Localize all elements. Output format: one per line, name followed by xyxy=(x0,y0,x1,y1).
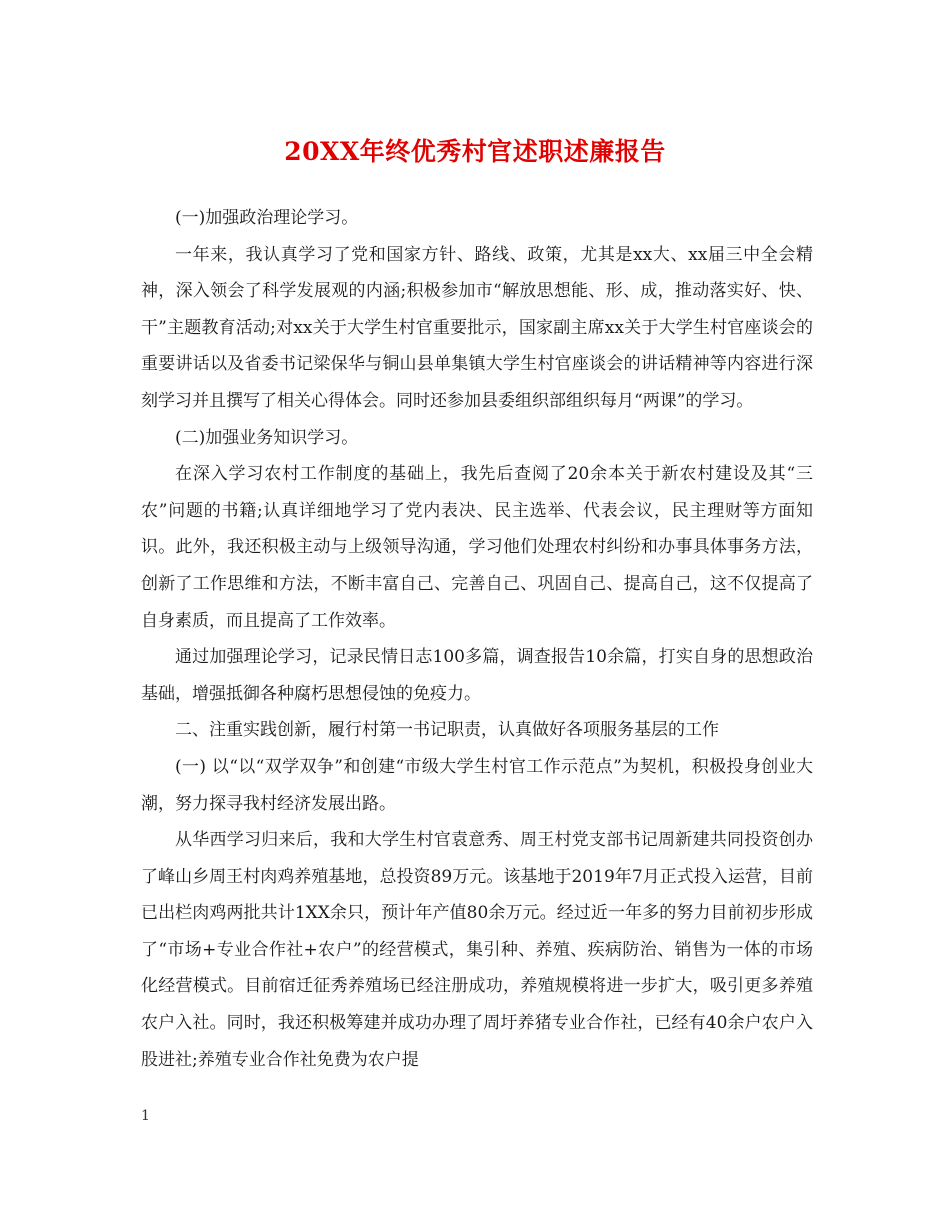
document-body xyxy=(141,200,813,1078)
paragraph-heading-1: (一)加强政治理论学习。 xyxy=(175,208,359,228)
paragraph: (一) 以“以“双学双争”和创建“市级大学生村官工作示范点”为契机，积极投身创业大潮，努力探寻我村经济发展出路。 xyxy=(141,756,813,814)
document-title: 20XX年终优秀村官述职述廉报告 xyxy=(284,137,666,166)
paragraph: 通过加强理论学习，记录民情日志100多篇，调查报告10余篇，打实自身的思想政治基础，增强抵御各种腐朽思想侵蚀的免疫力。 xyxy=(141,647,813,704)
paragraph: 一年来，我认真学习了党和国家方针、路线、政策，尤其是xx大、xx届三中全会精神，深入领会了科学发展观的内涵;积极参加市“解放思想能、形、成，推动落实好、快、干”主题教育活动;对xx关于大学生村官重要批示，国家副主席xx关于大学生村官座谈会的重要讲话以及省委书记梁保华与铜山县单集镇大学生村官座谈会的讲话精神等内容进行深刻学习并且撰写了相关心得体会。同时还参加县委组织部组织每月“两课”的学习。 xyxy=(141,244,813,411)
page-number: 1 xyxy=(141,1108,150,1124)
paragraph: 从华西学习归来后，我和大学生村官袁意秀、周王村党支部书记周新建共同投资创办了峰山乡周王村肉鸡养殖基地，总投资89万元。该基地于2019年7月正式投入运营，目前已出栏肉鸡两批共计1XX余只，预计年产值80余万元。经过近一年多的努力目前初步形成了“市场+专业合作社+农户”的经营模式，集引种、养殖、疾病防治、销售为一体的市场化经营模式。目前宿迁征秀养殖场已经注册成功，养殖规模将进一步扩大，吸引更多养殖农户入社。同时，我还积极筹建并成功办理了周圩养猪专业合作社，已经有40余户农户入股进社;养殖专业合作社免费为农户提 xyxy=(141,830,813,1070)
paragraph: 在深入学习农村工作制度的基础上，我先后查阅了20余本关于新农村建设及其“三农”问题的书籍;认真详细地学习了党内表决、民主选举、代表会议，民主理财等方面知识。此外，我还积极主动与上级领导沟通，学习他们处理农村纠纷和办事具体事务方法，创新了工作思维和方法，不断丰富自己、完善自己、巩固自己、提高自己，这不仅提高了自身素质，而且提高了工作效率。 xyxy=(141,464,813,631)
paragraph-heading-2: (二)加强业务知识学习。 xyxy=(175,427,359,448)
section-heading: 二、注重实践创新，履行村第一书记职责，认真做好各项服务基层的工作 xyxy=(175,720,719,741)
